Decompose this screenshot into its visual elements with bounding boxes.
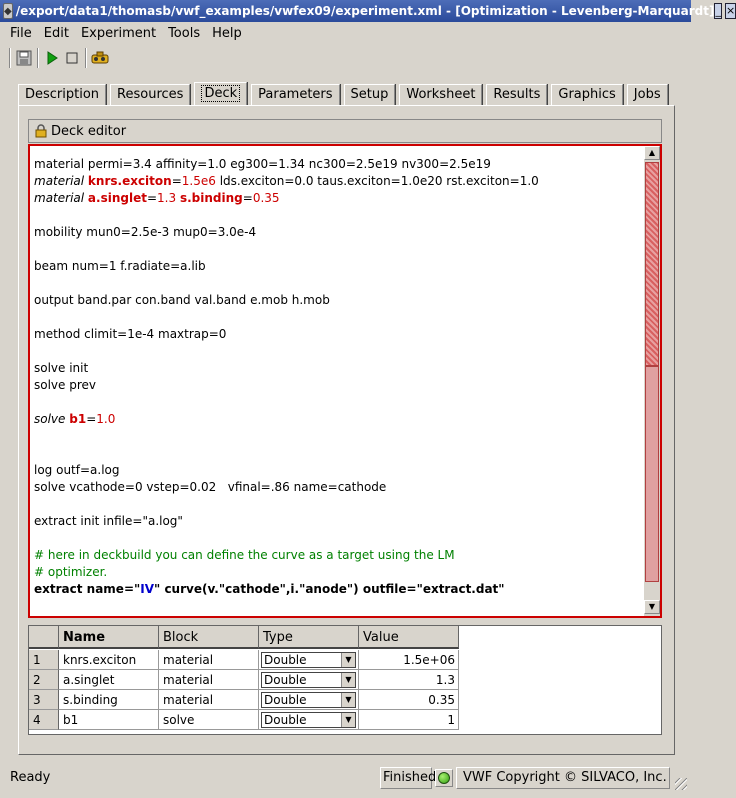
toolbar-separator xyxy=(37,48,39,68)
tab-worksheet[interactable] xyxy=(399,84,482,106)
row-number: 3 xyxy=(29,690,59,710)
menu-file[interactable]: File xyxy=(10,25,32,41)
scroll-up-icon[interactable]: ▲ xyxy=(644,146,660,160)
tab-description[interactable] xyxy=(18,84,106,106)
cell-name[interactable]: a.singlet xyxy=(59,670,159,690)
deck-line: solve b1=1.0 xyxy=(34,412,116,426)
deck-editor-title: Deck editor xyxy=(51,123,127,139)
cell-value[interactable]: 1.3 xyxy=(359,670,459,690)
cell-value[interactable]: 1.5e+06 xyxy=(359,650,459,670)
column-header-name[interactable]: Name xyxy=(59,626,159,649)
type-select-value: Double xyxy=(264,653,307,667)
type-select-value: Double xyxy=(264,673,307,687)
dropdown-arrow-icon[interactable]: ▼ xyxy=(341,693,355,707)
column-header-block[interactable]: Block xyxy=(159,626,259,649)
close-button[interactable]: × xyxy=(725,4,736,17)
tab-label: Deck xyxy=(201,85,240,102)
column-header-type[interactable]: Type xyxy=(259,626,359,649)
deck-text[interactable] xyxy=(34,156,642,598)
cell-type xyxy=(259,710,359,730)
scroll-track[interactable] xyxy=(645,366,659,582)
deck-line: solve vcathode=0 vstep=0.02 vfinal=.86 name=cathode xyxy=(34,480,387,494)
tab-parameters[interactable] xyxy=(251,84,339,106)
dropdown-arrow-icon[interactable]: ▼ xyxy=(341,653,355,667)
tab-label: Jobs xyxy=(633,87,661,102)
tab-graphics[interactable] xyxy=(551,84,622,106)
tab-bar xyxy=(18,82,672,106)
cell-name[interactable]: s.binding xyxy=(59,690,159,710)
deck-line: material a.singlet=1.3 s.binding=0.35 xyxy=(34,191,280,205)
cell-block[interactable]: material xyxy=(159,650,259,670)
dropdown-arrow-icon[interactable]: ▼ xyxy=(341,673,355,687)
cell-type xyxy=(259,670,359,690)
run-icon[interactable] xyxy=(42,48,62,68)
table-row[interactable] xyxy=(29,670,661,690)
tab-label: Results xyxy=(493,87,541,102)
deck-line: solve init xyxy=(34,361,89,375)
row-number: 4 xyxy=(29,710,59,730)
table-row[interactable] xyxy=(29,690,661,710)
toolbar-separator xyxy=(85,48,87,68)
tab-resources[interactable] xyxy=(110,84,190,106)
deck-line: method climit=1e-4 maxtrap=0 xyxy=(34,327,227,341)
save-icon[interactable] xyxy=(14,48,34,68)
cell-type xyxy=(259,690,359,710)
toolbar xyxy=(6,46,110,70)
menu-edit[interactable]: Edit xyxy=(43,25,69,41)
row-header-corner xyxy=(29,626,59,649)
type-select-value: Double xyxy=(264,713,307,727)
tab-deck[interactable] xyxy=(194,82,247,106)
deck-line: extract init infile="a.log" xyxy=(34,514,183,528)
stop-icon[interactable] xyxy=(62,48,82,68)
deck-line: output band.par con.band val.band e.mob h.mob xyxy=(34,293,330,307)
optimizer-icon[interactable] xyxy=(90,48,110,68)
deck-line: beam num=1 f.radiate=a.lib xyxy=(34,259,206,273)
copyright-text: VWF Copyright © SILVACO, Inc. xyxy=(456,767,670,789)
tab-label: Description xyxy=(25,87,100,102)
cell-type xyxy=(259,650,359,670)
type-select-value: Double xyxy=(264,693,307,707)
window-title: /export/data1/thomasb/vwf_examples/vwfex09/experiment.xml - [Optimization - Levenberg-Marquardt] xyxy=(15,4,715,18)
deck-scrollbar[interactable] xyxy=(644,146,660,616)
menu-bar xyxy=(0,22,691,44)
menu-tools[interactable]: Tools xyxy=(168,25,201,41)
cell-block[interactable]: solve xyxy=(159,710,259,730)
minimize-button[interactable]: _ xyxy=(715,4,721,17)
parameter-table xyxy=(28,625,662,735)
scroll-down-icon[interactable]: ▼ xyxy=(644,600,660,614)
tab-label: Worksheet xyxy=(406,87,476,102)
dropdown-arrow-icon[interactable]: ▼ xyxy=(341,713,355,727)
deck-comment-line: # here in deckbuild you can define the curve as a target using the LM xyxy=(34,548,455,562)
deck-line: mobility mun0=2.5e-3 mup0=3.0e-4 xyxy=(34,225,257,239)
table-row[interactable] xyxy=(29,710,661,730)
deck-line: solve prev xyxy=(34,378,96,392)
deck-line: material permi=3.4 affinity=1.0 eg300=1.34 nc300=2.5e19 nv300=2.5e19 xyxy=(34,157,491,171)
deck-line: material knrs.exciton=1.5e6 lds.exciton=0.0 taus.exciton=1.0e20 rst.exciton=1.0 xyxy=(34,174,539,188)
row-number: 1 xyxy=(29,650,59,670)
type-select[interactable] xyxy=(261,652,356,668)
type-select[interactable] xyxy=(261,712,356,728)
app-icon[interactable]: ◆ xyxy=(3,3,13,19)
tab-results[interactable] xyxy=(486,84,547,106)
status-led-icon xyxy=(435,769,453,787)
row-number: 2 xyxy=(29,670,59,690)
status-bar xyxy=(0,764,691,794)
tab-label: Setup xyxy=(350,87,389,102)
tab-label: Graphics xyxy=(558,87,616,102)
deck-editor[interactable] xyxy=(28,144,662,618)
cell-value[interactable]: 0.35 xyxy=(359,690,459,710)
type-select[interactable] xyxy=(261,692,356,708)
table-row[interactable] xyxy=(29,650,661,670)
deck-editor-header xyxy=(28,119,662,143)
deck-line: extract name="IV" curve(v."cathode",i."anode") outfile="extract.dat" xyxy=(34,582,505,596)
cell-block[interactable]: material xyxy=(159,690,259,710)
lock-icon[interactable] xyxy=(35,124,47,138)
column-header-value[interactable]: Value xyxy=(359,626,459,649)
deck-comment-line: # optimizer. xyxy=(34,565,108,579)
cell-name[interactable]: knrs.exciton xyxy=(59,650,159,670)
table-header xyxy=(29,626,661,646)
cell-name[interactable]: b1 xyxy=(59,710,159,730)
cell-block[interactable]: material xyxy=(159,670,259,690)
deck-line: log outf=a.log xyxy=(34,463,120,477)
menu-experiment[interactable]: Experiment xyxy=(80,25,157,41)
toolbar-separator xyxy=(9,48,11,68)
job-state: Finished xyxy=(380,767,432,789)
tab-label: Resources xyxy=(117,87,184,102)
tab-label: Parameters xyxy=(258,87,333,102)
resize-grip-icon[interactable] xyxy=(675,778,687,790)
cell-value[interactable]: 1 xyxy=(359,710,459,730)
menu-help[interactable]: Help xyxy=(212,25,242,41)
type-select[interactable] xyxy=(261,672,356,688)
status-text: Ready xyxy=(10,770,51,785)
tab-setup[interactable] xyxy=(344,84,396,106)
tab-jobs[interactable] xyxy=(627,84,668,106)
title-bar xyxy=(0,0,736,22)
scroll-thumb[interactable] xyxy=(645,162,659,366)
